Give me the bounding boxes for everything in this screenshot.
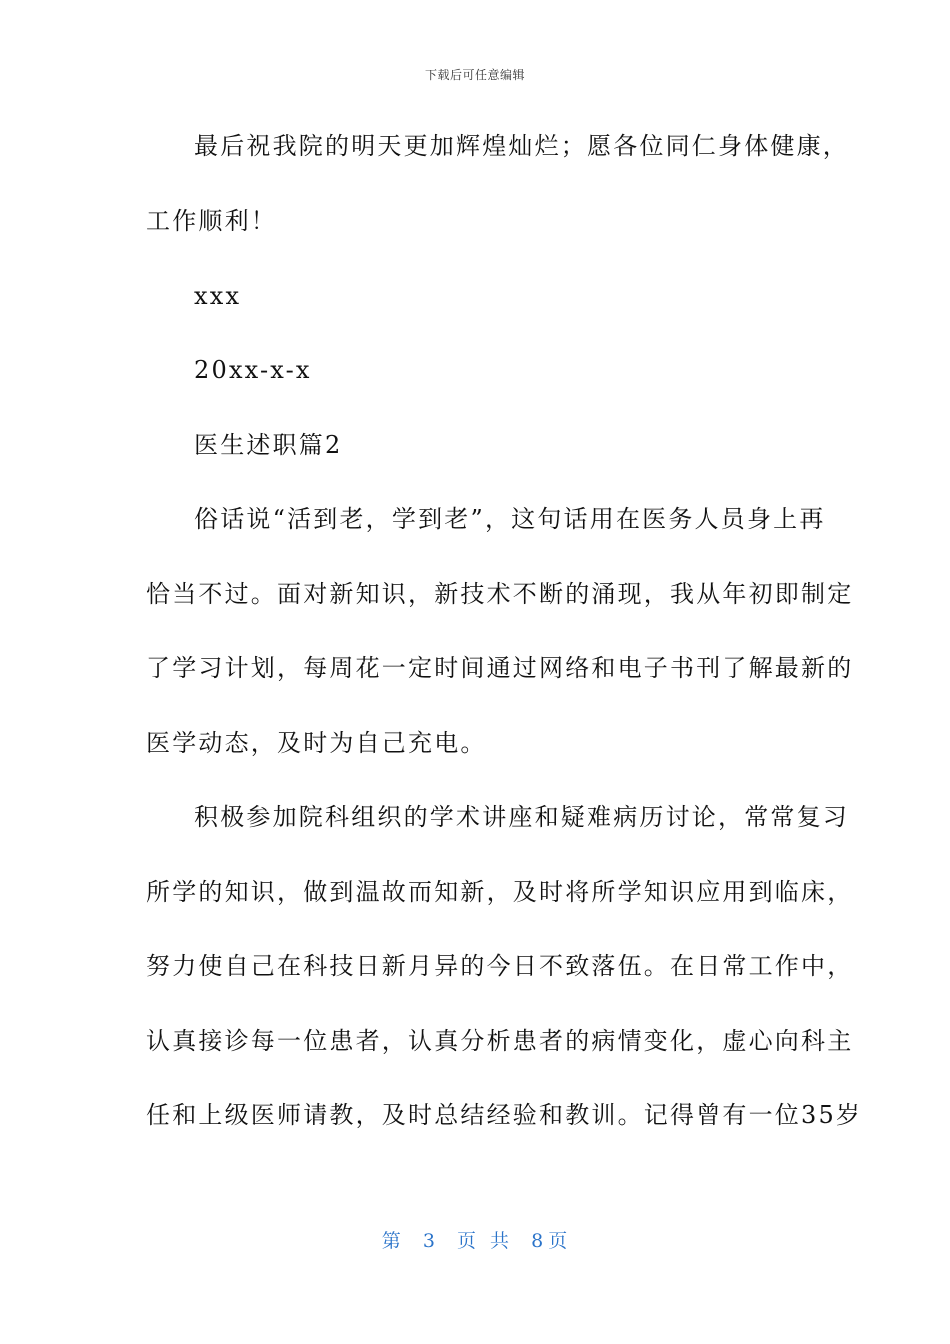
text-line: 所学的知识，做到温故而知新，及时将所学知识应用到临床，: [146, 878, 854, 906]
page-footer: [0, 1226, 950, 1253]
text-line: 医学动态，及时为自己充电。: [146, 729, 487, 757]
text-line: 任和上级医师请教，及时总结经验和教训。记得曾有一位35岁: [146, 1101, 863, 1129]
text-line: 努力使自己在科技日新月异的今日不致落伍。在日常工作中，: [146, 952, 854, 980]
section-heading: 医生述职篇2: [194, 431, 343, 459]
text-line: 最后祝我院的明天更加辉煌灿烂；愿各位同仁身体健康，: [194, 132, 849, 160]
text-line: 认真接诊每一位患者，认真分析患者的病情变化，虚心向科主: [146, 1027, 854, 1055]
total-page-number: 8: [531, 1230, 545, 1252]
text-line: 俗话说“活到老，学到老”，这句话用在医务人员身上再: [194, 505, 826, 533]
footer-suffix: 页: [548, 1230, 569, 1252]
footer-prefix: 第: [381, 1230, 402, 1252]
text-line: 了学习计划，每周花一定时间通过网络和电子书刊了解最新的: [146, 654, 854, 682]
page-header: 下载后可任意编辑: [424, 68, 525, 82]
current-page-number: 3: [422, 1230, 436, 1252]
footer-middle: 页 共: [457, 1230, 511, 1252]
text-line: 积极参加院科组织的学术讲座和疑难病历讨论，常常复习: [194, 803, 849, 831]
text-line: 工作顺利！: [146, 207, 277, 235]
text-line: 恰当不过。面对新知识，新技术不断的涌现，我从年初即制定: [146, 580, 854, 608]
text-line: 20xx-x-x: [194, 356, 312, 384]
text-line: xxx: [194, 282, 242, 310]
